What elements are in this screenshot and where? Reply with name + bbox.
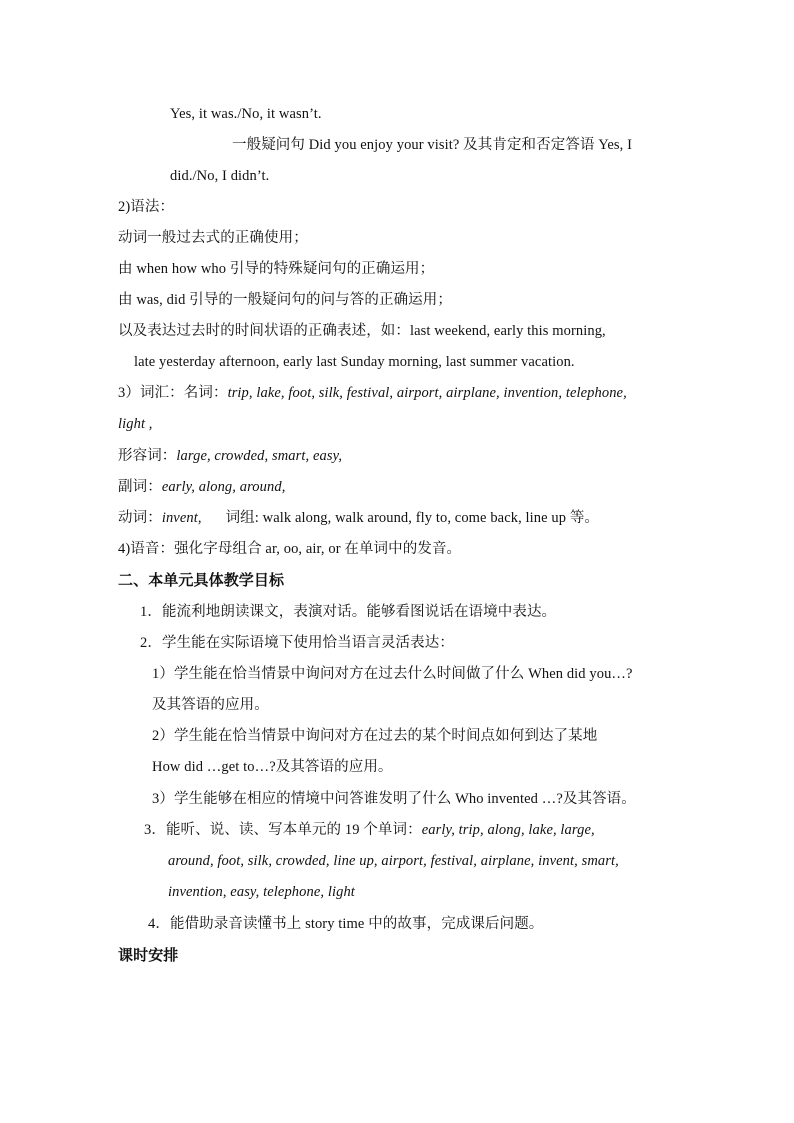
label: 副词： bbox=[118, 479, 162, 495]
label: 3．能听、说、读、写本单元的 19 个单词： bbox=[144, 822, 422, 838]
text-line bbox=[118, 477, 285, 497]
phrase-list: 词组: walk along, walk around, fly to, come back, line up 等。 bbox=[225, 510, 600, 526]
text-line: How did …get to…?及其答语的应用。 bbox=[152, 759, 393, 775]
text-line: Yes, it was./No, it wasn’t. bbox=[170, 106, 322, 122]
text-line: 动词一般过去式的正确使用； bbox=[118, 230, 308, 246]
text-line bbox=[118, 383, 627, 403]
text-line: 一般疑问句 Did you enjoy your visit? 及其肯定和否定答语 Yes, I bbox=[232, 137, 633, 153]
adjective-list: large, crowded, smart, easy, bbox=[176, 448, 343, 464]
word-list: early, trip, along, lake, large, bbox=[421, 822, 595, 838]
text-line: 4．能借助录音读懂书上 story time 中的故事，完成课后问题。 bbox=[148, 916, 544, 932]
text-line: 1．能流利地朗读课文，表演对话。能够看图说话在语境中表达。 bbox=[140, 604, 557, 620]
adverb-list: early, along, around, bbox=[161, 479, 286, 495]
noun-list: trip, lake, foot, silk, festival, airport, airplane, invention, telephone, bbox=[227, 385, 627, 401]
text-line: 由 was, did 引导的一般疑问句的问与答的正确运用； bbox=[118, 292, 452, 308]
label: 3）词汇：名词： bbox=[118, 385, 228, 401]
text-line: 2．学生能在实际语境下使用恰当语言灵活表达： bbox=[140, 635, 454, 651]
text-line: 以及表达过去时的时间状语的正确表述，如：last weekend, early this morning, bbox=[118, 323, 606, 339]
text-line: 2)语法： bbox=[118, 199, 175, 215]
text-line: 4)语音：强化字母组合 ar, oo, air, or 在单词中的发音。 bbox=[118, 541, 462, 557]
text-line: invention, easy, telephone, light bbox=[168, 884, 355, 900]
section-heading: 二、本单元具体教学目标 bbox=[118, 571, 285, 589]
section-heading: 课时安排 bbox=[118, 946, 179, 964]
text-line: 1）学生能在恰当情景中询问对方在过去什么时间做了什么 When did you…? bbox=[152, 666, 633, 682]
text-line: did./No, I didn’t. bbox=[170, 168, 270, 184]
text-line bbox=[118, 508, 599, 528]
text-line bbox=[144, 820, 595, 840]
label: 形容词： bbox=[118, 448, 177, 464]
text-line: late yesterday afternoon, early last Sunday morning, last summer vacation. bbox=[134, 354, 575, 370]
text-line bbox=[118, 446, 342, 466]
text-line: 3）学生能够在相应的情境中问答谁发明了什么 Who invented …?及其答语。 bbox=[152, 791, 636, 807]
text-line: 及其答语的应用。 bbox=[152, 697, 269, 713]
text-line: 由 when how who 引导的特殊疑问句的正确运用； bbox=[118, 261, 435, 277]
text-line: around, foot, silk, crowded, line up, airport, festival, airplane, invent, smart, bbox=[168, 853, 619, 869]
verb-list: invent, bbox=[161, 510, 202, 526]
text-line: 2）学生能在恰当情景中询问对方在过去的某个时间点如何到达了某地 bbox=[152, 728, 598, 744]
text-line: light , bbox=[118, 416, 153, 432]
label: 动词： bbox=[118, 510, 162, 526]
